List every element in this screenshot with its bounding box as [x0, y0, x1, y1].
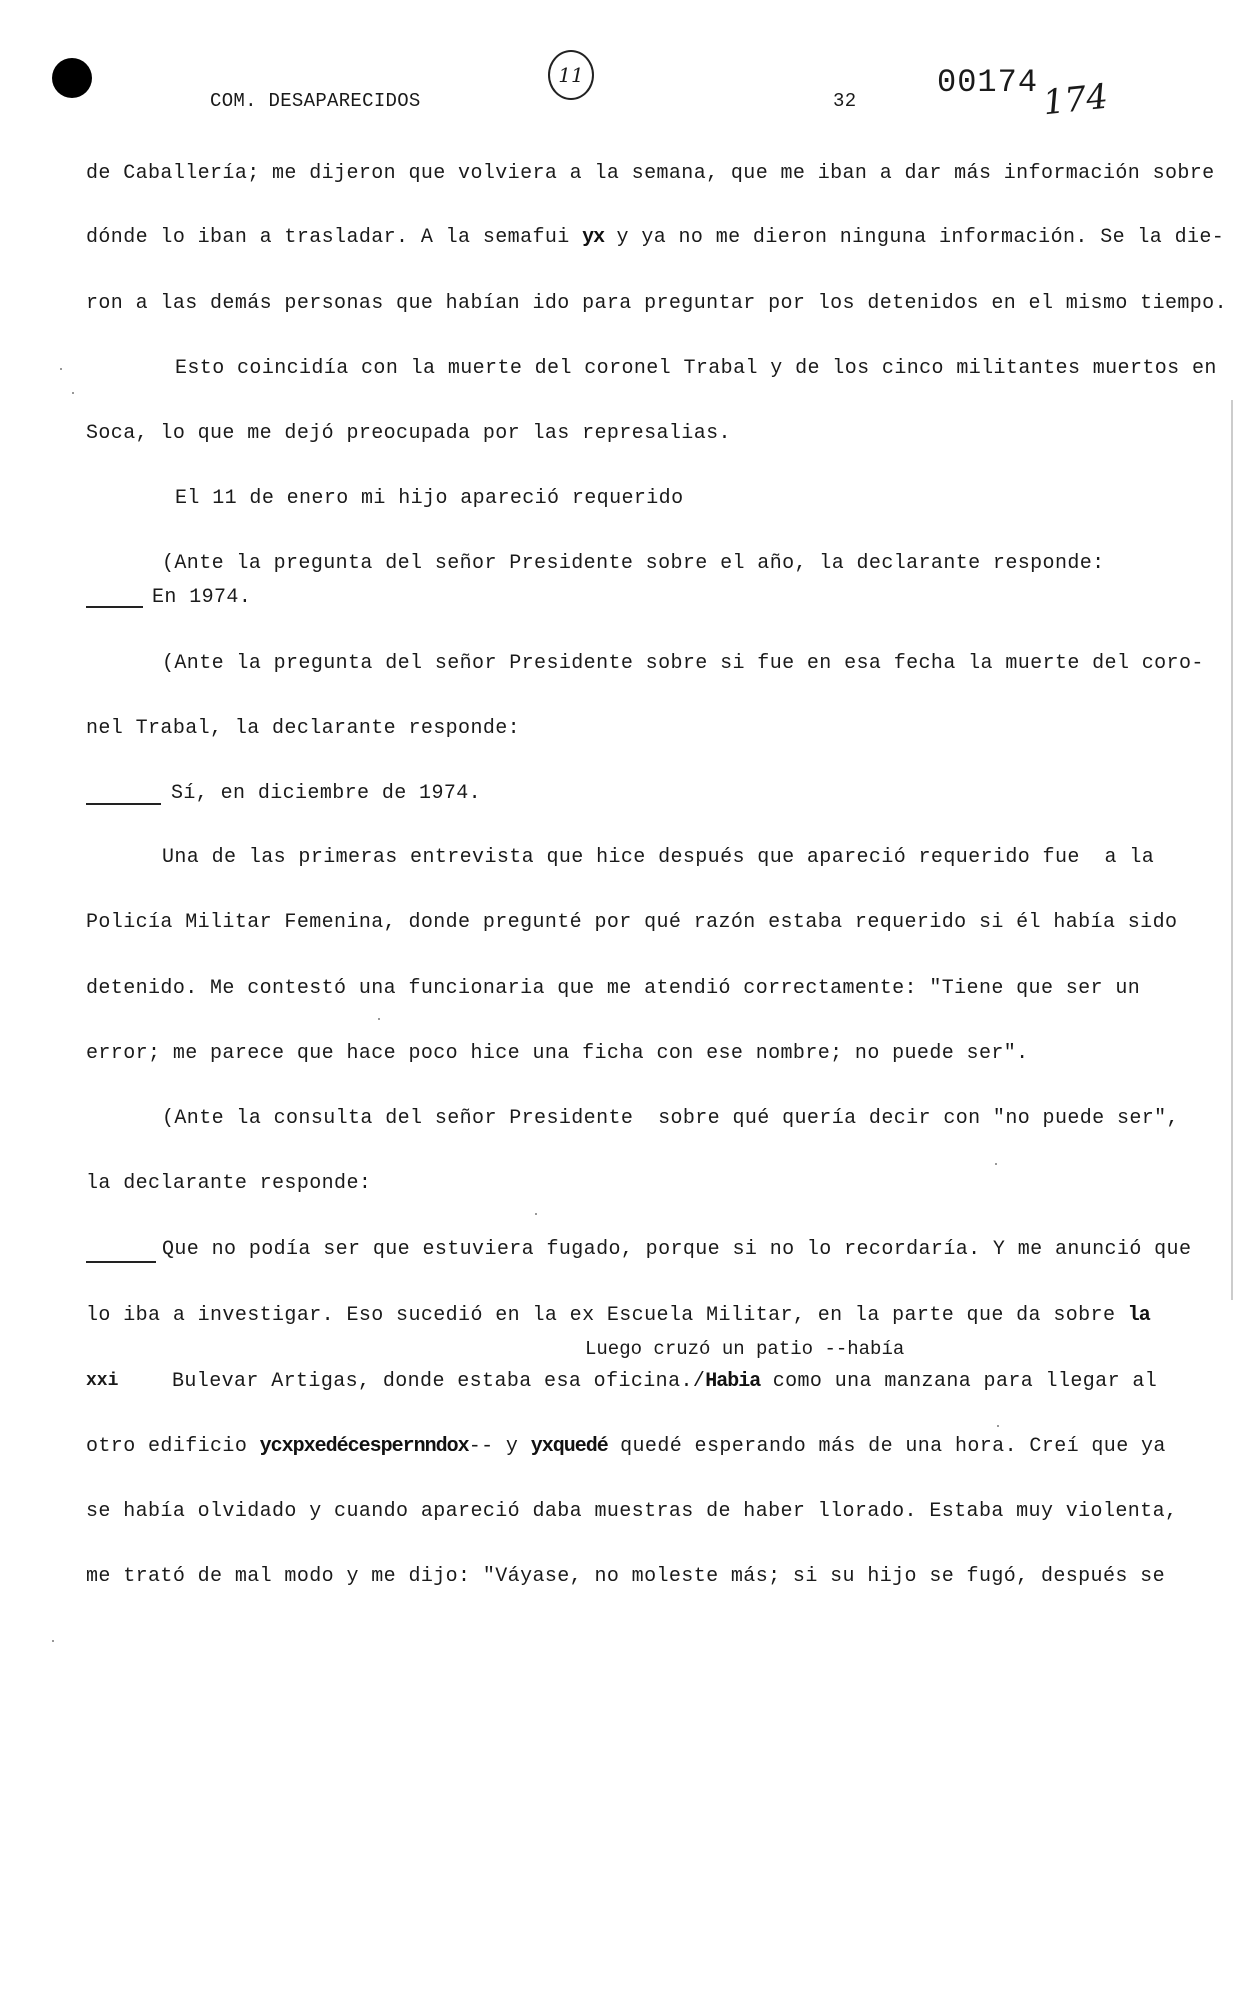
text-line: ron a las demás personas que habían ido para preguntar por los detenidos en el mismo tiempo. — [86, 292, 1227, 315]
header-committee: COM. DESAPARECIDOS — [210, 90, 421, 112]
struck-text: la — [1127, 1304, 1150, 1327]
text-line: Esto coincidía con la muerte del coronel Trabal y de los cinco militantes muertos en — [175, 357, 1217, 380]
struck-text: Habia — [705, 1370, 761, 1393]
handwritten-number: 174 — [1041, 76, 1110, 124]
paper-speck — [60, 368, 62, 370]
text-line: detenido. Me contestó una funcionaria que me atendió correctamente: "Tiene que ser un — [86, 977, 1141, 1000]
paper-speck — [535, 1213, 537, 1215]
paper-speck — [52, 1640, 54, 1642]
paper-speck — [378, 1018, 380, 1020]
text-line: El 11 de enero mi hijo apareció requerido — [175, 487, 684, 510]
answer-dash — [86, 1261, 156, 1263]
text-line: lo iba a investigar. Eso sucedió en la ex Escuela Militar, en la parte que da sobre la — [86, 1304, 1150, 1327]
struck-text: xxi — [86, 1371, 119, 1391]
paper-speck — [72, 392, 74, 394]
text-line: En 1974. — [152, 586, 252, 609]
text-line: dónde lo iban a trasladar. A la semafui yx y ya no me dieron ninguna información. Se la die- — [86, 226, 1225, 249]
text-line: se había olvidado y cuando apareció daba muestras de haber llorado. Estaba muy violenta, — [86, 1500, 1178, 1523]
text-line: (Ante la consulta del señor Presidente sobre qué quería decir con "no puede ser", — [162, 1107, 1179, 1130]
text-line: otro edificio ycxpxedécespernndox-- y yxquedé quedé esperando más de una hora. Creí que ya — [86, 1435, 1166, 1458]
text-line: Que no podía ser que estuviera fugado, porque si no lo recordaría. Y me anunció que — [162, 1238, 1192, 1261]
text-line: error; me parece que hace poco hice una ficha con ese nombre; no puede ser". — [86, 1042, 1029, 1065]
text-line: me trató de mal modo y me dijo: "Váyase, no moleste más; si su hijo se fugó, después se — [86, 1565, 1165, 1588]
document-number: 00174 — [937, 64, 1039, 101]
struck-text: yx — [582, 226, 605, 249]
circled-stamp: 11 — [548, 50, 594, 100]
text-line: Policía Militar Femenina, donde pregunté por qué razón estaba requerido si él había sido — [86, 911, 1178, 934]
struck-text: yxquedé — [530, 1435, 608, 1458]
text-line: de Caballería; me dijeron que volviera a la semana, que me iban a dar más información sobre — [86, 162, 1215, 185]
answer-dash — [86, 606, 143, 608]
paper-speck — [995, 1163, 997, 1165]
answer-dash — [86, 803, 161, 805]
typed-insertion: Luego cruzó un patio --había — [585, 1338, 905, 1360]
text-line: la declarante responde: — [86, 1172, 372, 1195]
text-line: (Ante la pregunta del señor Presidente sobre el año, la declarante responde: — [162, 552, 1105, 575]
page-number: 32 — [833, 90, 857, 112]
text-line: (Ante la pregunta del señor Presidente sobre si fue en esa fecha la muerte del coro- — [162, 652, 1204, 675]
text-line: Soca, lo que me dejó preocupada por las represalias. — [86, 422, 731, 445]
struck-text: ycxpxedécespernndox — [259, 1435, 469, 1458]
text-line: nel Trabal, la declarante responde: — [86, 717, 521, 740]
punch-hole — [52, 58, 92, 98]
paper-speck — [997, 1425, 999, 1427]
text-line: Sí, en diciembre de 1974. — [171, 782, 482, 805]
text-line: Bulevar Artigas, donde estaba esa oficina./Habia como una manzana para llegar al — [172, 1370, 1158, 1393]
text-line: Una de las primeras entrevista que hice después que apareció requerido fue a la — [162, 846, 1155, 869]
